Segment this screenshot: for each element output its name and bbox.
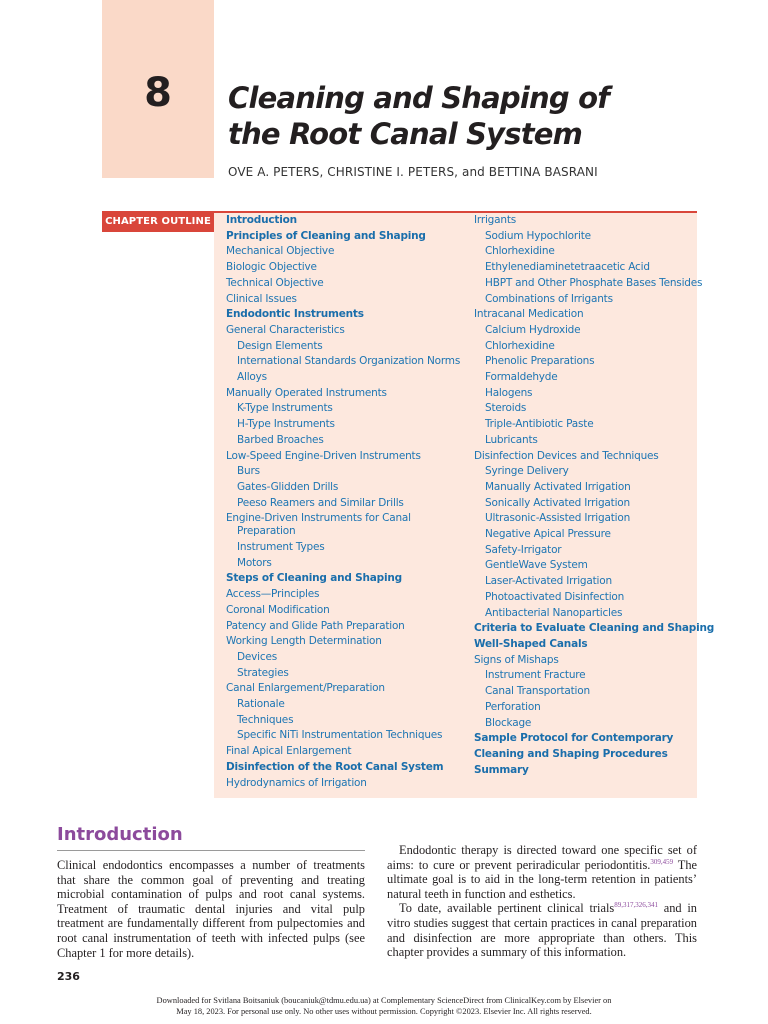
outline-item-label: Calcium Hydroxide bbox=[485, 323, 581, 336]
outline-item-label: Patency and Glide Path Preparation bbox=[226, 619, 405, 632]
chapter-title bbox=[228, 80, 609, 152]
outline-item-label: Chlorhexidine bbox=[485, 245, 555, 258]
outline-item[interactable] bbox=[226, 339, 466, 355]
footer-line-1: Downloaded for Svitlana Boitsaniuk (boucaniuk@tdmu.edu.ua) at Complementary ScienceDirect from ClinicalKey.com by Elsevier on bbox=[156, 996, 612, 1005]
outline-item-label: Devices bbox=[237, 650, 277, 663]
outline-item-label: Blockage bbox=[485, 716, 532, 729]
outline-item[interactable] bbox=[226, 292, 466, 308]
outline-item-label: Negative Apical Pressure bbox=[485, 528, 611, 541]
outline-item[interactable] bbox=[226, 229, 466, 245]
chapter-title-line-2: the Root Canal System bbox=[228, 117, 583, 151]
outline-item[interactable] bbox=[474, 229, 696, 245]
outline-item-label: Engine-Driven Instruments for Canal bbox=[226, 512, 411, 525]
outline-item-label: Disinfection Devices and Techniques bbox=[474, 449, 659, 462]
introduction-rule bbox=[57, 850, 365, 851]
outline-item[interactable] bbox=[474, 590, 696, 606]
outline-item[interactable] bbox=[226, 370, 466, 386]
outline-item[interactable] bbox=[226, 401, 466, 417]
outline-item-label: Antibacterial Nanoparticles bbox=[485, 606, 623, 619]
outline-item[interactable] bbox=[474, 386, 696, 402]
paragraph-text: Endodontic therapy is directed toward one specific set of aims: to cure or prevent periradicular periodontitis. bbox=[387, 843, 697, 872]
outline-item[interactable] bbox=[474, 574, 696, 590]
outline-item[interactable] bbox=[474, 292, 696, 308]
outline-item-label: Manually Activated Irrigation bbox=[485, 480, 631, 493]
outline-item-label: Working Length Determination bbox=[226, 635, 382, 648]
outline-item[interactable] bbox=[474, 731, 696, 747]
outline-item-label: Technical Objective bbox=[226, 276, 324, 289]
body-right-column bbox=[387, 843, 697, 960]
outline-item-label: Principles of Cleaning and Shaping bbox=[226, 229, 426, 242]
outline-item-label: General Characteristics bbox=[226, 323, 345, 336]
outline-item-label: Burs bbox=[237, 465, 260, 478]
outline-item-label: Ethylenediaminetetraacetic Acid bbox=[485, 261, 650, 274]
outline-item-label: Syringe Delivery bbox=[485, 465, 569, 478]
outline-item-label: Manually Operated Instruments bbox=[226, 386, 387, 399]
outline-item[interactable] bbox=[226, 307, 466, 323]
outline-item-label: Sonically Activated Irrigation bbox=[485, 496, 630, 509]
outline-item[interactable] bbox=[226, 480, 466, 496]
outline-item[interactable] bbox=[226, 386, 466, 402]
outline-item[interactable] bbox=[226, 540, 466, 556]
outline-item-label: Final Apical Enlargement bbox=[226, 745, 352, 758]
outline-item-label: Signs of Mishaps bbox=[474, 653, 559, 666]
chapter-outline-label: CHAPTER OUTLINE bbox=[102, 211, 214, 232]
outline-item[interactable] bbox=[474, 606, 696, 622]
outline-item[interactable] bbox=[226, 619, 466, 635]
page-number: 236 bbox=[57, 970, 80, 983]
outline-item[interactable] bbox=[474, 433, 696, 449]
outline-item-label: Chlorhexidine bbox=[485, 339, 555, 352]
chapter-title-line-1: Cleaning and Shaping of bbox=[228, 81, 610, 115]
outline-item-label: Barbed Broaches bbox=[237, 433, 324, 446]
chapter-outline-left-column bbox=[226, 213, 466, 791]
outline-item[interactable] bbox=[474, 747, 696, 763]
paragraph-text: The ultimate goal is to aid in the long-term retention in patients’ natural teeth in function and esthetics. bbox=[387, 857, 698, 901]
outline-item[interactable] bbox=[474, 276, 703, 292]
outline-item[interactable] bbox=[474, 464, 696, 480]
outline-item[interactable] bbox=[474, 339, 696, 355]
citation-ref[interactable]: 89,317,326,341 bbox=[614, 901, 659, 910]
outline-item-label: Disinfection of the Root Canal System bbox=[226, 760, 444, 773]
outline-item-label: Techniques bbox=[237, 713, 294, 726]
outline-item[interactable] bbox=[226, 556, 466, 572]
paragraph-text: To date, available pertinent clinical trials bbox=[399, 901, 615, 916]
outline-item[interactable] bbox=[474, 700, 696, 716]
outline-item[interactable] bbox=[226, 260, 466, 276]
outline-item-label: Halogens bbox=[485, 386, 533, 399]
outline-item-label: Instrument Types bbox=[237, 541, 325, 554]
outline-item-label: Instrument Fracture bbox=[485, 669, 586, 682]
outline-item[interactable] bbox=[226, 511, 466, 540]
outline-item[interactable] bbox=[474, 763, 696, 779]
outline-item-label: Endodontic Instruments bbox=[226, 308, 364, 321]
outline-item[interactable] bbox=[226, 650, 466, 666]
body-left-column bbox=[57, 858, 365, 960]
outline-item[interactable] bbox=[474, 511, 696, 527]
outline-item[interactable] bbox=[226, 713, 466, 729]
outline-item-label: Perforation bbox=[485, 700, 541, 713]
outline-item-label: Canal Transportation bbox=[485, 685, 590, 698]
outline-item[interactable] bbox=[226, 603, 466, 619]
outline-item-label: Intracanal Medication bbox=[474, 308, 584, 321]
outline-item[interactable] bbox=[474, 449, 696, 465]
outline-item-label: Well-Shaped Canals bbox=[474, 637, 588, 650]
outline-item[interactable] bbox=[474, 480, 696, 496]
paragraph-text: and in vitro studies suggest that certain practices in canal preparation and disinfection are more appropriate than others. This chapter provides a summary of this information. bbox=[387, 901, 697, 960]
chapter-number: 8 bbox=[144, 70, 172, 116]
outline-item[interactable] bbox=[474, 716, 696, 732]
outline-item[interactable] bbox=[474, 213, 696, 229]
outline-item[interactable] bbox=[474, 323, 696, 339]
outline-item-label: Access—Principles bbox=[226, 588, 320, 601]
outline-item-label: Low-Speed Engine-Driven Instruments bbox=[226, 449, 421, 462]
outline-item[interactable] bbox=[226, 433, 466, 449]
outline-item-label: H-Type Instruments bbox=[237, 418, 335, 431]
outline-item[interactable] bbox=[226, 666, 466, 682]
outline-item[interactable] bbox=[226, 571, 466, 587]
outline-item[interactable] bbox=[474, 260, 696, 276]
outline-item[interactable] bbox=[474, 558, 696, 574]
outline-item-label: Hydrodynamics of Irrigation bbox=[226, 776, 367, 789]
outline-item-label: Steps of Cleaning and Shaping bbox=[226, 572, 402, 585]
outline-item[interactable] bbox=[226, 244, 466, 260]
outline-item-label: K-Type Instruments bbox=[237, 402, 333, 415]
outline-item-label-continued: Preparation bbox=[237, 525, 296, 538]
outline-item[interactable] bbox=[474, 684, 696, 700]
outline-item-label: Steroids bbox=[485, 402, 527, 415]
intro-paragraph-3 bbox=[387, 901, 697, 959]
outline-item-label: Sample Protocol for Contemporary bbox=[474, 732, 674, 745]
outline-item[interactable] bbox=[474, 637, 696, 653]
outline-item-label: Triple-Antibiotic Paste bbox=[485, 418, 594, 431]
outline-item-label: Mechanical Objective bbox=[226, 245, 335, 258]
outline-item[interactable] bbox=[226, 681, 466, 697]
outline-item[interactable] bbox=[474, 668, 696, 684]
outline-item[interactable] bbox=[474, 496, 696, 512]
outline-item-label: Safety-Irrigator bbox=[485, 543, 562, 556]
outline-item-label: Coronal Modification bbox=[226, 603, 330, 616]
outline-item-label: Gates-Glidden Drills bbox=[237, 480, 339, 493]
outline-item[interactable] bbox=[226, 728, 466, 744]
outline-item[interactable] bbox=[474, 354, 696, 370]
citation-ref[interactable]: 309,459 bbox=[650, 857, 674, 866]
outline-item[interactable] bbox=[474, 653, 696, 669]
outline-item[interactable] bbox=[226, 634, 466, 650]
outline-item-label: Strategies bbox=[237, 666, 289, 679]
outline-item-label: Photoactivated Disinfection bbox=[485, 590, 625, 603]
outline-item-label: Combinations of Irrigants bbox=[485, 292, 613, 305]
chapter-outline-right-column bbox=[474, 213, 715, 778]
intro-paragraph-1: Clinical endodontics encompasses a number of treatments that share the common goal of preventing and treating microbial contamination of pulps and root canal systems. Treatment of traumatic dental injuries and vital pulp treatment are fundamentally different from pulpectomies and root canal instrumentation of teeth with infected pulps (see Chapter 1 for more details). bbox=[57, 858, 365, 960]
outline-item-label: Rationale bbox=[237, 698, 285, 711]
outline-item[interactable] bbox=[474, 401, 696, 417]
outline-item-label: Cleaning and Shaping Procedures bbox=[474, 747, 668, 760]
outline-item-label: HBPT and Other Phosphate Bases Tensides bbox=[485, 276, 703, 289]
outline-item-label: Lubricants bbox=[485, 433, 538, 446]
outline-item[interactable] bbox=[226, 760, 466, 776]
intro-paragraph-2 bbox=[387, 843, 697, 901]
outline-item[interactable] bbox=[226, 464, 466, 480]
outline-item-label: Irrigants bbox=[474, 214, 517, 226]
outline-item[interactable] bbox=[474, 543, 696, 559]
chapter-authors: OVE A. PETERS, CHRISTINE I. PETERS, and BETTINA BASRANI bbox=[228, 165, 598, 179]
outline-item-label: Motors bbox=[237, 556, 272, 569]
outline-item[interactable] bbox=[226, 776, 466, 792]
outline-item[interactable] bbox=[226, 276, 466, 292]
outline-item[interactable] bbox=[226, 587, 466, 603]
outline-item[interactable] bbox=[226, 417, 466, 433]
outline-item[interactable] bbox=[226, 213, 466, 229]
outline-item[interactable] bbox=[226, 354, 466, 370]
outline-item[interactable] bbox=[226, 323, 466, 339]
outline-item-label: Clinical Issues bbox=[226, 292, 297, 305]
outline-item-label: International Standards Organization Norms bbox=[237, 355, 461, 368]
introduction-heading: Introduction bbox=[57, 824, 183, 845]
outline-item-label: Summary bbox=[474, 763, 529, 776]
outline-item[interactable] bbox=[226, 496, 466, 512]
download-footer bbox=[0, 996, 768, 1017]
outline-item-label: Sodium Hypochlorite bbox=[485, 229, 591, 242]
outline-item[interactable] bbox=[474, 307, 696, 323]
outline-item[interactable] bbox=[226, 697, 466, 713]
outline-item-label: Design Elements bbox=[237, 339, 323, 352]
outline-item[interactable] bbox=[226, 744, 466, 760]
outline-item[interactable] bbox=[474, 370, 696, 386]
outline-item[interactable] bbox=[474, 417, 696, 433]
outline-item[interactable] bbox=[474, 527, 696, 543]
outline-item-label: Specific NiTi Instrumentation Techniques bbox=[237, 729, 443, 742]
outline-item-label: Introduction bbox=[226, 214, 297, 226]
outline-item-label: Criteria to Evaluate Cleaning and Shaping bbox=[474, 622, 715, 635]
outline-item-label: GentleWave System bbox=[485, 559, 588, 572]
outline-item-label: Laser-Activated Irrigation bbox=[485, 575, 612, 588]
outline-item-label: Phenolic Preparations bbox=[485, 355, 595, 368]
outline-item[interactable] bbox=[474, 244, 696, 260]
outline-item-label: Alloys bbox=[237, 371, 267, 384]
outline-item-label: Peeso Reamers and Similar Drills bbox=[237, 496, 404, 509]
outline-item-label: Canal Enlargement/Preparation bbox=[226, 682, 385, 695]
outline-item[interactable] bbox=[226, 449, 466, 465]
outline-item-label: Ultrasonic-Assisted Irrigation bbox=[485, 512, 631, 525]
outline-item-label: Biologic Objective bbox=[226, 261, 317, 274]
outline-item-label: Formaldehyde bbox=[485, 371, 558, 384]
outline-item[interactable] bbox=[474, 621, 715, 637]
footer-line-2: May 18, 2023. For personal use only. No other uses without permission. Copyright ©2023. Elsevier Inc. All rights reserved. bbox=[176, 1006, 592, 1016]
